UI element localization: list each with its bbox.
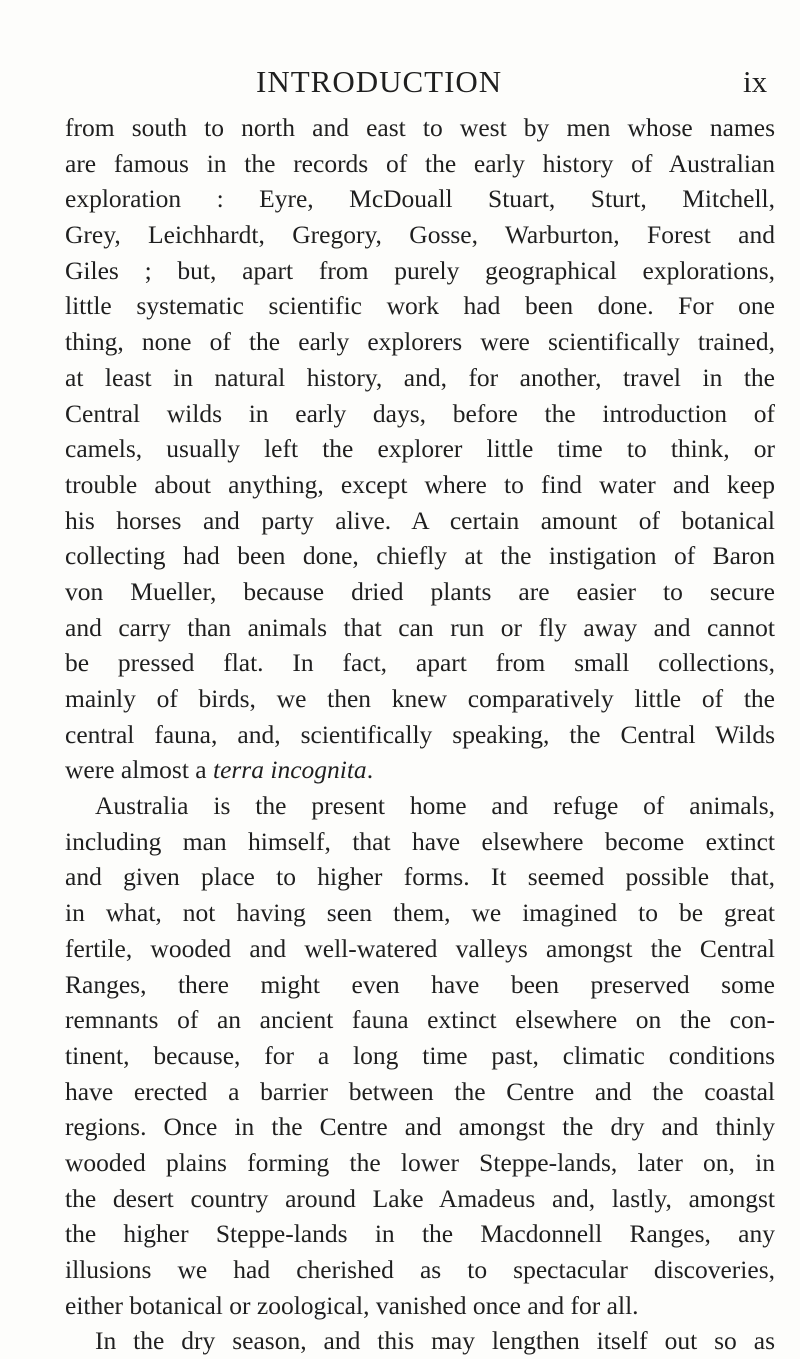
text-line: the higher Steppe-lands in the Macdonnell Ranges, any	[65, 1219, 775, 1249]
text-line: and carry than animals that can run or fly away and cannot	[65, 612, 775, 642]
text-line: in what, not having seen them, we imagined to be great	[65, 898, 775, 928]
text-line: Grey, Leichhardt, Gregory, Gosse, Warburton, Forest and	[65, 220, 775, 250]
text-line: have erected a barrier between the Centre and the coastal	[65, 1076, 775, 1106]
text-line: Central wilds in early days, before the introduction of	[65, 398, 775, 428]
page-header	[0, 62, 800, 102]
text-line-paragraph-start: In the dry season, and this may lengthen itself out so as	[95, 1326, 775, 1356]
text-line: exploration : Eyre, McDouall Stuart, Sturt, Mitchell,	[65, 184, 775, 214]
body-text	[65, 110, 775, 1359]
text-line: at least in natural history, and, for another, travel in the	[65, 362, 775, 392]
text-line: are famous in the records of the early history of Australian	[65, 148, 775, 178]
italic-phrase: terra incognita	[212, 755, 367, 785]
running-title: INTRODUCTION	[256, 64, 503, 99]
text-line-paragraph-end	[65, 752, 775, 788]
text-line: tinent, because, for a long time past, climatic conditions	[65, 1040, 775, 1070]
text-line: his horses and party alive. A certain amount of botanical	[65, 505, 775, 535]
text-line: including man himself, that have elsewhere become extinct	[65, 826, 775, 856]
text-run: were almost a	[65, 755, 213, 785]
text-line: collecting had been done, chiefly at the instigation of Baron	[65, 541, 775, 571]
text-line-paragraph-start: Australia is the present home and refuge of animals,	[95, 791, 775, 821]
text-run: .	[366, 755, 374, 785]
text-line: regions. Once in the Centre and amongst the dry and thinly	[65, 1112, 775, 1142]
text-line: little systematic scientific work had been done. For one	[65, 291, 775, 321]
text-line: fertile, wooded and well-watered valleys amongst the Central	[65, 933, 775, 963]
text-line: wooded plains forming the lower Steppe-lands, later on, in	[65, 1147, 775, 1177]
text-line: von Mueller, because dried plants are easier to secure	[65, 576, 775, 606]
text-line: Giles ; but, apart from purely geographical explorations,	[65, 255, 775, 285]
text-line: Ranges, there might even have been preserved some	[65, 969, 775, 999]
text-line: mainly of birds, we then knew comparatively little of the	[65, 684, 775, 713]
text-line: central fauna, and, scientifically speaking, the Central Wilds	[65, 719, 775, 749]
page-number: ix	[743, 64, 768, 99]
text-line: thing, none of the early explorers were scientifically trained,	[65, 327, 775, 357]
text-line: be pressed flat. In fact, apart from small collections,	[65, 648, 775, 678]
text-line: and given place to higher forms. It seemed possible that,	[65, 862, 775, 892]
text-line: trouble about anything, except where to find water and keep	[65, 469, 775, 499]
text-line-paragraph-end: either botanical or zoological, vanished once and for all.	[65, 1290, 639, 1320]
text-line: remnants of an ancient fauna extinct elsewhere on the con-	[65, 1005, 775, 1035]
text-line: the desert country around Lake Amadeus and, lastly, amongst	[65, 1183, 775, 1213]
text-line: from south to north and east to west by men whose names	[65, 113, 775, 142]
text-line: camels, usually left the explorer little time to think, or	[65, 434, 775, 464]
text-line: illusions we had cherished as to spectacular discoveries,	[65, 1255, 775, 1284]
